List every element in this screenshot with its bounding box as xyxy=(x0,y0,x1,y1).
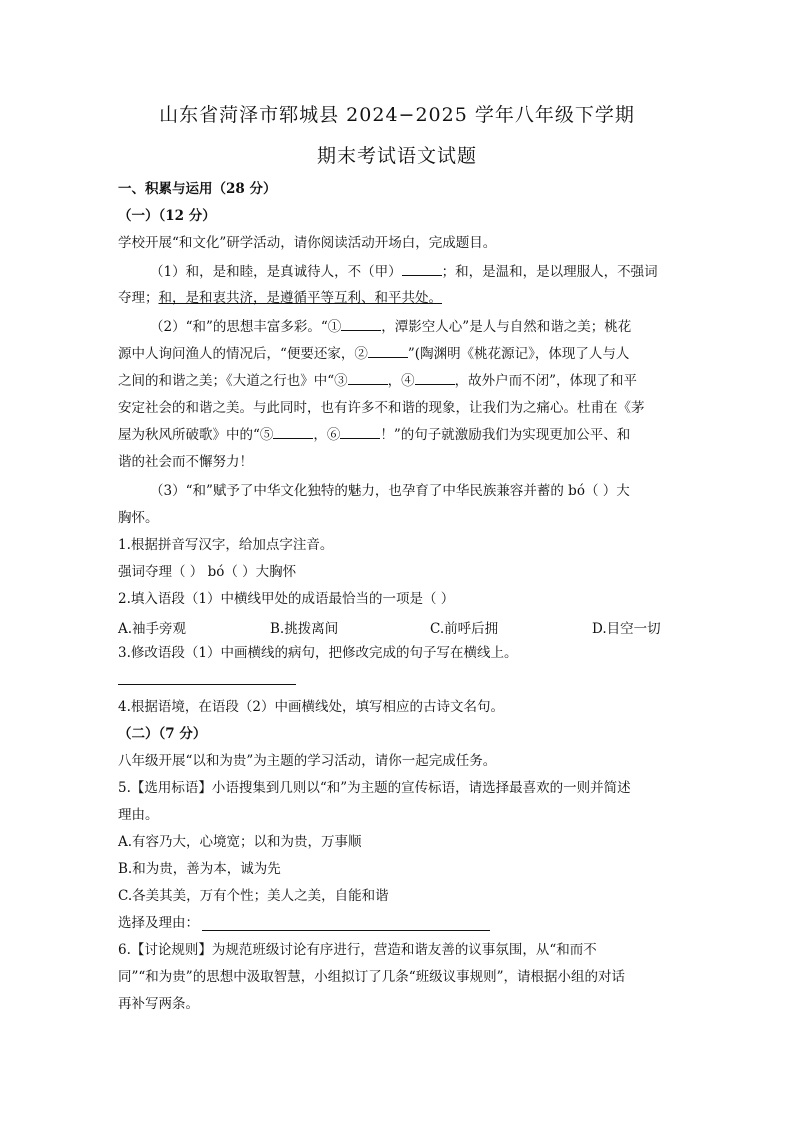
paragraph-2-text-j: ，⑥ xyxy=(313,427,341,443)
question-6-line-2: 同”“和为贵”的思想中汲取智慧，小组拟订了几条“班级议事规则”，请根据小组的对话 xyxy=(118,969,626,985)
question-4: 4.根据语境，在语段（2）中画横线处，填写相应的古诗文名句。 xyxy=(118,699,504,715)
paragraph-1-line-2 xyxy=(118,289,442,307)
paragraph-3-line-2: 胸怀。 xyxy=(118,510,159,526)
paragraph-2-line-3 xyxy=(118,372,637,390)
question-3-answer-line[interactable] xyxy=(118,684,296,685)
answer-blank-jia[interactable] xyxy=(402,263,442,276)
answer-blank-5[interactable] xyxy=(273,426,313,439)
question-5-line-1: 5.【选用标语】小语搜集到几则以“和”为主题的宣传标语，请选择最喜欢的一则并简述 xyxy=(118,780,631,796)
question-3: 3.修改语段（1）中画横线的病句，把修改完成的句子写在横线上。 xyxy=(118,645,518,661)
intro-text-2: 八年级开展“以和为贵”为主题的学习活动，请你一起完成任务。 xyxy=(118,753,497,769)
part-heading-2: （二）（7 分） xyxy=(118,726,207,742)
intro-text-1: 学校开展“和文化”研学活动，请你阅读活动开场白，完成题目。 xyxy=(118,235,497,251)
paragraph-1-text-b: ；和，是温和，是以理服人，不强词 xyxy=(441,264,658,280)
exam-title-line1: 山东省菏泽市郓城县 2024−2025 学年八年级下学期 xyxy=(159,104,635,126)
answer-blank-6[interactable] xyxy=(340,426,380,439)
paragraph-2-text-b: ，潭影空人心”是人与自然和谐之美；桃花 xyxy=(381,319,632,335)
underlined-faulty-sentence: 和，是和衷共济，是遵循平等互利、和平共处。 xyxy=(158,290,442,306)
paragraph-2-text-d: ”(陶渊明《桃花源记》，体现了人与人 xyxy=(407,346,630,362)
q2-option-d[interactable]: D.目空一切 xyxy=(592,621,661,637)
paragraph-2-line-2 xyxy=(118,345,629,363)
q5-option-a: A.有容乃大，心境宽；以和为贵，万事顺 xyxy=(118,834,362,850)
paragraph-2-text-i: 屋为秋风所破歌》中的“⑤ xyxy=(118,427,274,443)
q2-option-c[interactable]: C.前呼后拥 xyxy=(430,621,499,637)
paragraph-2-text-g: ，故外户而不闭”，体现了和平 xyxy=(454,373,638,389)
paragraph-2-line-1 xyxy=(150,318,631,336)
paragraph-2-line-4: 安定社会的和谐之美。与此同时，也有许多不和谐的现象，让我们为之痛心。杜甫在《茅 xyxy=(118,400,645,416)
paragraph-3-line-1: （3）“和”赋予了中华文化独特的魅力，也孕育了中华民族兼容并蓄的 bó（ ）大 xyxy=(150,483,630,499)
answer-blank-4[interactable] xyxy=(415,372,455,385)
paragraph-2-text-e: 之间的和谐之美；《大道之行也》中“③ xyxy=(118,373,348,389)
q2-option-b[interactable]: B.挑拨离间 xyxy=(270,621,339,637)
q5-option-c: C.各美其美，万有个性；美人之美，自能和谐 xyxy=(118,888,389,904)
question-5-line-2: 理由。 xyxy=(118,807,159,823)
answer-blank-2[interactable] xyxy=(368,345,408,358)
paragraph-2-text-a: （2）“和”的思想丰富多彩。“① xyxy=(150,319,342,335)
question-6-line-3: 再补写两条。 xyxy=(118,996,199,1012)
paragraph-2-line-6: 谐的社会而不懈努力！ xyxy=(118,454,253,470)
answer-blank-3[interactable] xyxy=(348,372,388,385)
question-1-answer-line: 强词夺理（ ） bó（ ）大胸怀 xyxy=(118,564,297,580)
q2-option-a[interactable]: A.袖手旁观 xyxy=(118,621,187,637)
paragraph-2-text-k: ！”的句子就激励我们为实现更加公平、和 xyxy=(380,427,631,443)
q5-option-b: B.和为贵，善为本，诚为先 xyxy=(118,861,281,877)
answer-blank-1[interactable] xyxy=(341,318,381,331)
part-heading-1: （一）（12 分） xyxy=(118,208,216,224)
question-6-line-1: 6.【讨论规则】为规范班级讨论有序进行，营造和谐友善的议事氛围，从“和而不 xyxy=(118,942,597,958)
exam-title-line2: 期末考试语文试题 xyxy=(316,145,477,167)
paragraph-2-line-5 xyxy=(118,426,630,444)
paragraph-1-line-1 xyxy=(150,263,658,281)
q5-answer-line[interactable] xyxy=(202,930,490,931)
q5-answer-label: 选择及理由： xyxy=(118,915,199,931)
paragraph-2-text-f: ，④ xyxy=(387,373,415,389)
question-2: 2.填入语段（1）中横线甲处的成语最恰当的一项是（ ） xyxy=(118,591,455,607)
paragraph-1-text-a: （1）和，是和睦，是真诚待人，不（甲） xyxy=(150,264,402,280)
paragraph-2-text-c: 源中人询问渔人的情况后，“便要还家，② xyxy=(118,346,368,362)
question-1: 1.根据拼音写汉字，给加点字注音。 xyxy=(118,537,334,553)
section-heading-1: 一、积累与运用（28 分） xyxy=(118,181,277,197)
paragraph-1-text-c: 夺理； xyxy=(118,290,159,306)
